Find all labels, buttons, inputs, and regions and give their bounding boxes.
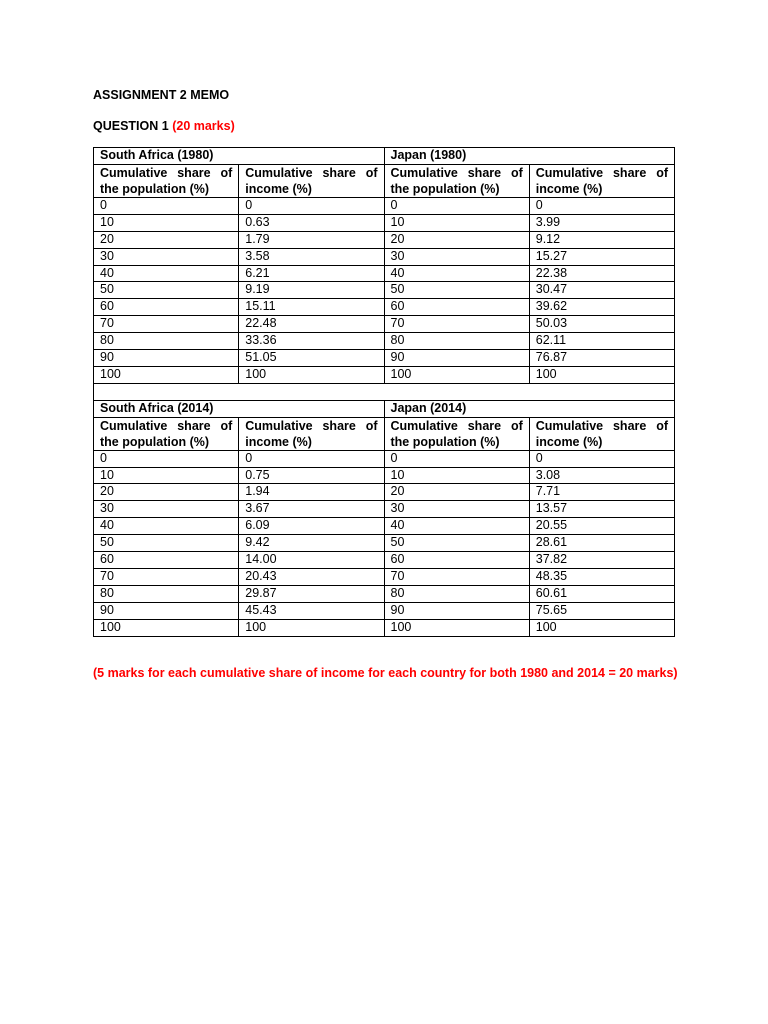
jp-population-cell: 40 (384, 265, 529, 282)
jp-income-cell: 7.71 (529, 484, 674, 501)
section-spacer-row (94, 383, 675, 400)
section-title-row-2014 (94, 400, 675, 417)
sa-income-cell: 3.58 (239, 248, 384, 265)
table-row (94, 248, 675, 265)
jp-1980-income-header: Cumulative share of income (%) (529, 164, 674, 197)
jp-income-cell: 20.55 (529, 518, 674, 535)
jp-income-cell: 30.47 (529, 282, 674, 299)
sa-population-cell: 100 (94, 366, 239, 383)
sa-population-cell: 10 (94, 467, 239, 484)
sa-population-cell: 0 (94, 450, 239, 467)
table-row (94, 265, 675, 282)
jp-income-cell: 28.61 (529, 535, 674, 552)
table-row (94, 214, 675, 231)
sa-population-cell: 100 (94, 619, 239, 636)
sa-population-cell: 90 (94, 350, 239, 367)
table-row (94, 282, 675, 299)
sa-population-cell: 30 (94, 248, 239, 265)
jp-income-cell: 15.27 (529, 248, 674, 265)
jp-population-cell: 70 (384, 316, 529, 333)
sa-population-cell: 50 (94, 535, 239, 552)
sa-population-cell: 20 (94, 484, 239, 501)
sa-1980-income-header: Cumulative share of income (%) (239, 164, 384, 197)
sa-income-cell: 1.94 (239, 484, 384, 501)
table-row (94, 535, 675, 552)
jp-income-cell: 3.99 (529, 214, 674, 231)
income-distribution-table (93, 147, 675, 637)
sa-population-cell: 60 (94, 299, 239, 316)
sa-population-cell: 70 (94, 569, 239, 586)
sa-1980-population-header: Cumulative share of the population (%) (94, 164, 239, 197)
jp-population-cell: 80 (384, 585, 529, 602)
jp-population-cell: 10 (384, 467, 529, 484)
table-row (94, 619, 675, 636)
column-header-row-2014 (94, 417, 675, 450)
marks-footnote: (5 marks for each cumulative share of income for each country for both 1980 and 2014 = 20 marks) (93, 666, 678, 680)
question-heading (93, 119, 235, 133)
sa-population-cell: 50 (94, 282, 239, 299)
jp-population-cell: 30 (384, 501, 529, 518)
sa-income-cell: 33.36 (239, 333, 384, 350)
jp-income-cell: 62.11 (529, 333, 674, 350)
jp-2014-income-header: Cumulative share of income (%) (529, 417, 674, 450)
jp-income-cell: 13.57 (529, 501, 674, 518)
jp-income-cell: 22.38 (529, 265, 674, 282)
sa-2014-population-header: Cumulative share of the population (%) (94, 417, 239, 450)
japan-1980-title: Japan (1980) (384, 148, 675, 165)
south-africa-1980-title: South Africa (1980) (94, 148, 385, 165)
jp-population-cell: 20 (384, 231, 529, 248)
jp-income-cell: 50.03 (529, 316, 674, 333)
table-row (94, 299, 675, 316)
spacer-cell (94, 383, 675, 400)
sa-income-cell: 0.63 (239, 214, 384, 231)
sa-income-cell: 9.19 (239, 282, 384, 299)
table-row (94, 518, 675, 535)
sa-population-cell: 60 (94, 552, 239, 569)
jp-population-cell: 0 (384, 197, 529, 214)
table-row (94, 316, 675, 333)
column-header-row-1980 (94, 164, 675, 197)
jp-income-cell: 100 (529, 619, 674, 636)
sa-income-cell: 22.48 (239, 316, 384, 333)
sa-population-cell: 70 (94, 316, 239, 333)
jp-population-cell: 60 (384, 299, 529, 316)
jp-population-cell: 60 (384, 552, 529, 569)
sa-income-cell: 51.05 (239, 350, 384, 367)
south-africa-2014-title: South Africa (2014) (94, 400, 385, 417)
sa-income-cell: 100 (239, 366, 384, 383)
sa-income-cell: 14.00 (239, 552, 384, 569)
sa-2014-income-header: Cumulative share of income (%) (239, 417, 384, 450)
jp-2014-population-header: Cumulative share of the population (%) (384, 417, 529, 450)
sa-population-cell: 20 (94, 231, 239, 248)
sa-income-cell: 1.79 (239, 231, 384, 248)
jp-population-cell: 90 (384, 350, 529, 367)
sa-income-cell: 20.43 (239, 569, 384, 586)
sa-population-cell: 30 (94, 501, 239, 518)
jp-population-cell: 80 (384, 333, 529, 350)
sa-income-cell: 0 (239, 450, 384, 467)
sa-income-cell: 0.75 (239, 467, 384, 484)
sa-income-cell: 6.21 (239, 265, 384, 282)
jp-population-cell: 70 (384, 569, 529, 586)
jp-income-cell: 39.62 (529, 299, 674, 316)
jp-population-cell: 50 (384, 282, 529, 299)
table-row (94, 569, 675, 586)
jp-income-cell: 75.65 (529, 602, 674, 619)
jp-population-cell: 30 (384, 248, 529, 265)
jp-income-cell: 0 (529, 197, 674, 214)
table-row (94, 484, 675, 501)
document-title: ASSIGNMENT 2 MEMO (93, 88, 230, 102)
question-marks: (20 marks) (172, 119, 235, 133)
section-title-row-1980 (94, 148, 675, 165)
question-label: QUESTION 1 (93, 119, 169, 133)
sa-population-cell: 0 (94, 197, 239, 214)
japan-2014-title: Japan (2014) (384, 400, 675, 417)
jp-population-cell: 100 (384, 619, 529, 636)
sa-income-cell: 3.67 (239, 501, 384, 518)
sa-population-cell: 40 (94, 518, 239, 535)
table-row (94, 231, 675, 248)
jp-income-cell: 0 (529, 450, 674, 467)
table-row (94, 366, 675, 383)
table-body (94, 148, 675, 637)
table-row (94, 350, 675, 367)
jp-population-cell: 90 (384, 602, 529, 619)
jp-population-cell: 50 (384, 535, 529, 552)
table-row (94, 602, 675, 619)
sa-income-cell: 100 (239, 619, 384, 636)
table-row (94, 333, 675, 350)
sa-income-cell: 9.42 (239, 535, 384, 552)
sa-income-cell: 15.11 (239, 299, 384, 316)
table-row (94, 197, 675, 214)
jp-income-cell: 37.82 (529, 552, 674, 569)
jp-income-cell: 3.08 (529, 467, 674, 484)
table-row (94, 450, 675, 467)
jp-population-cell: 100 (384, 366, 529, 383)
sa-income-cell: 6.09 (239, 518, 384, 535)
sa-population-cell: 40 (94, 265, 239, 282)
jp-income-cell: 100 (529, 366, 674, 383)
sa-income-cell: 29.87 (239, 585, 384, 602)
sa-population-cell: 10 (94, 214, 239, 231)
sa-population-cell: 80 (94, 333, 239, 350)
jp-income-cell: 9.12 (529, 231, 674, 248)
jp-income-cell: 60.61 (529, 585, 674, 602)
jp-income-cell: 48.35 (529, 569, 674, 586)
jp-population-cell: 40 (384, 518, 529, 535)
table-row (94, 467, 675, 484)
sa-income-cell: 0 (239, 197, 384, 214)
table-row (94, 585, 675, 602)
jp-population-cell: 10 (384, 214, 529, 231)
sa-income-cell: 45.43 (239, 602, 384, 619)
jp-1980-population-header: Cumulative share of the population (%) (384, 164, 529, 197)
sa-population-cell: 90 (94, 602, 239, 619)
table-row (94, 552, 675, 569)
sa-population-cell: 80 (94, 585, 239, 602)
jp-income-cell: 76.87 (529, 350, 674, 367)
jp-population-cell: 0 (384, 450, 529, 467)
jp-population-cell: 20 (384, 484, 529, 501)
table-row (94, 501, 675, 518)
